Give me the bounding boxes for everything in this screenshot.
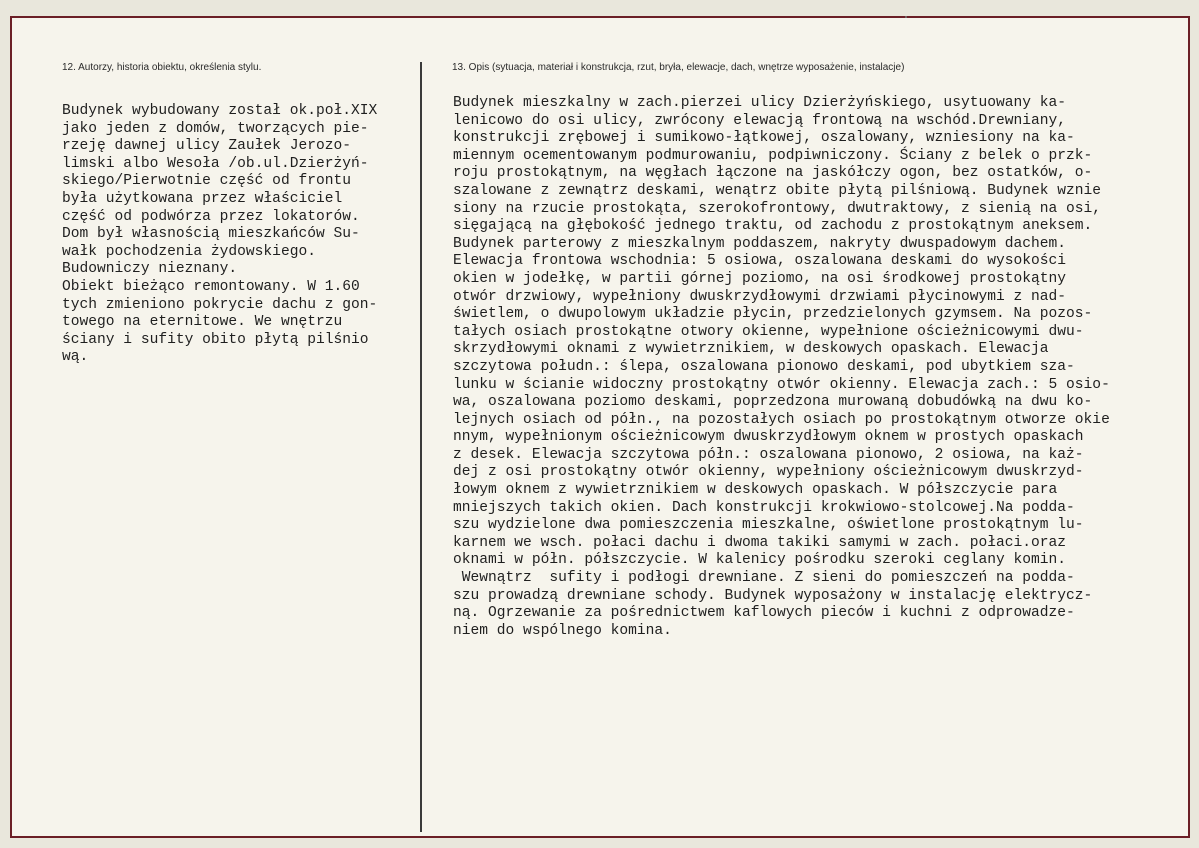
column-divider bbox=[420, 62, 422, 832]
paper-speck bbox=[905, 16, 907, 18]
section-12-header: 12. Autorzy, historia obiektu, określenia stylu. bbox=[62, 62, 262, 73]
history-text: Budynek wybudowany został ok.poł.XIX jako jeden z domów, tworzących pie- rzeję dawnej ulicy Zaułek Jerozo- limski albo Wesoła /ob.ul.Dzierżyń- skiego/Pierwotnie część od frontu była użytkowana przez właściciel część od podwórza przez lokatorów. Dom był własnością mieszkańców Su- wałk pochodzenia żydowskiego. Budowniczy nieznany. Obiekt bieżąco remontowany. W 1.60 tych zmieniono pokrycie dachu z gon- towego na eternitowe. We wnętrzu ściany i sufity obito płytą pilśnio wą. bbox=[62, 103, 378, 366]
description-text: Budynek mieszkalny w zach.pierzei ulicy Dzierżyńskiego, usytuowany ka- lenicowo do osi ulicy, zwrócony elewacją frontową na wschód.Drewniany, konstrukcji zrębowej i sumikowo-łątkowej, oszalowany, wzniesiony na ka- miennym ocementowanym podmurowaniu, podpiwniczony. Ściany z belek o przk- roju prostokątnym, na węgłach łączone na jaskółczy ogon, bez ostatków, o- szalowane z zewnątrz deskami, wenątrz obite płytą pilśniową. Budynek wznie siony na rzucie prostokąta, szerokofrontowy, dwutraktowy, z sienią na osi, sięgającą na głębokość jednego traktu, od zachodu z prostokątnym aneksem. Budynek parterowy z mieszkalnym poddaszem, nakryty dwuspadowym dachem. Elewacja frontowa wschodnia: 5 osiowa, oszalowana deskami do wysokości okien w jodełkę, w partii górnej poziomo, na osi środkowej prostokątny otwór drzwiowy, wypełniony dwuskrzydłowymi drzwiami płycinowymi z nad- świetlem, o dwupolowym układzie płycin, przedzielonych gzymsem. Na pozos- tałych osiach prostokątne otwory okienne, wypełnione ościeżnicowymi dwu- skrzydłowymi oknami z wywietrznikiem, w deskowych opaskach. Elewacja szczytowa połudn.: ślepa, oszalowana pionowo deskami, pod ubytkiem sza- lunku w ścianie widoczny prostokątny otwór okienny. Elewacja zach.: 5 osio- wa, oszalowana poziomo deskami, poprzedzona murowaną dobudówką na dwu ko- lejnych osiach od półn., na pozostałych osiach po prostokątnym otworze okie nnym, wypełnionym ościeżnicowym dwuskrzydłowym oknem w prostych opaskach z desek. Elewacja szczytowa półn.: oszalowana pionowo, 2 osiowa, na każ- dej z osi prostokątny otwór okienny, wypełniony ościeżnicowym dwuskrzyd- łowym oknem z wywietrznikiem w deskowych opaskach. W półszczycie para mniejszych takich okien. Dach konstrukcji krokwiowo-stolcowej.Na podda- szu wydzielone dwa pomieszczenia mieszkalne, oświetlone prostokątnym lu- karnem we wsch. połaci dachu i dwoma takiki samymi w zach. połaci.oraz oknami w półn. półszczycie. W kalenicy pośrodku szeroki ceglany komin. Wewnątrz sufity i podłogi drewniane. Z sieni do pomieszczeń na podda- szu prowadzą drewniane schody. Budynek wyposażony w instalację elektrycz- ną. Ogrzewanie za pośrednictwem kaflowych pieców i kuchni z odprowadze- niem do wspólnego komina. bbox=[453, 95, 1110, 639]
section-13-header: 13. Opis (sytuacja, materiał i konstrukcja, rzut, bryła, elewacje, dach, wnętrze wyposażenie, instalacje) bbox=[452, 62, 905, 73]
inventory-card bbox=[10, 16, 1190, 838]
